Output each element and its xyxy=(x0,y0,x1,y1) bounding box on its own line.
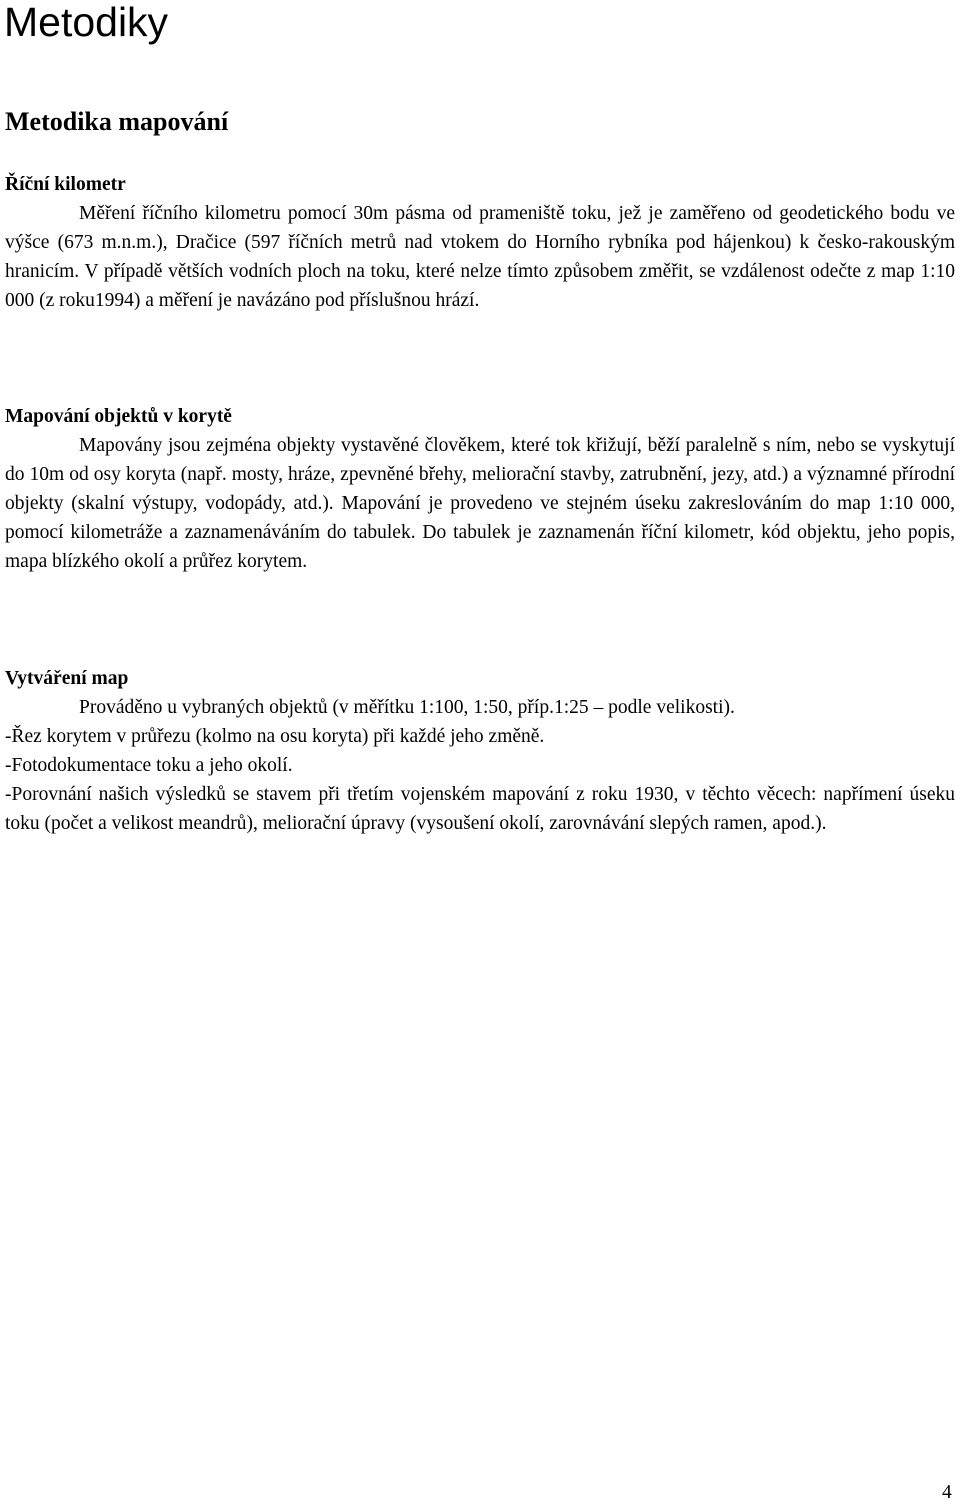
object-mapping-paragraph: Mapovány jsou zejména objekty vystavěné člověkem, které tok křižují, běží paralelně s ním, nebo se vyskytují do 10m od osy koryta (např. mosty, hráze, zpevněné břehy, meliorační stavby, zatrubnění, jezy, atd.) a významné přírodní objekty (skalní výstupy, vodopády, atd.). Mapování je provedeno ve stejném úseku zakreslováním do map 1:10 000, pomocí kilometráže a zaznamenáváním do tabulek. Do tabulek je zaznamenán říční kilometr, kód objektu, jeho popis, mapa blízkého okolí a průřez korytem. xyxy=(5,435,955,572)
map-creation-heading: Vytváření map xyxy=(5,668,129,689)
section-title: Metodika mapování xyxy=(5,107,229,136)
section-river-kilometer xyxy=(5,170,955,315)
map-creation-item: -Řez korytem v průřezu (kolmo na osu koryta) při každé jeho změně. xyxy=(5,726,545,747)
map-creation-intro: Prováděno u vybraných objektů (v měřítku 1:100, 1:50, příp.1:25 – podle velikosti). xyxy=(79,697,735,718)
section-object-mapping xyxy=(5,402,955,576)
page-number: 4 xyxy=(942,1482,952,1503)
river-kilometer-paragraph: Měření říčního kilometru pomocí 30m pásma od prameniště toku, jež je zaměřeno od geodetického bodu ve výšce (673 m.n.m.), Dračice (597 říčních metrů nad vtokem do Horního rybníka pod hájenkou) k česko-rakouským hranicím. V případě větších vodních ploch na toku, které nelze tímto způsobem změřit, se vzdálenost odečte z map 1:10 000 (z roku1994) a měření je navázáno pod příslušnou hrází. xyxy=(5,203,955,311)
section-map-creation xyxy=(5,664,955,838)
map-creation-item: -Porovnání našich výsledků se stavem při třetím vojenském mapování z roku 1930, v těchto věcech: napřímení úseku toku (počet a velikost meandrů), meliorační úpravy (vysoušení okolí, zarovnávání slepých ramen, apod.). xyxy=(5,784,955,834)
object-mapping-heading: Mapování objektů v korytě xyxy=(5,406,232,427)
river-kilometer-heading: Říční kilometr xyxy=(5,174,126,195)
map-creation-item: -Fotodokumentace toku a jeho okolí. xyxy=(5,755,293,776)
page-title: Metodiky xyxy=(4,0,169,45)
